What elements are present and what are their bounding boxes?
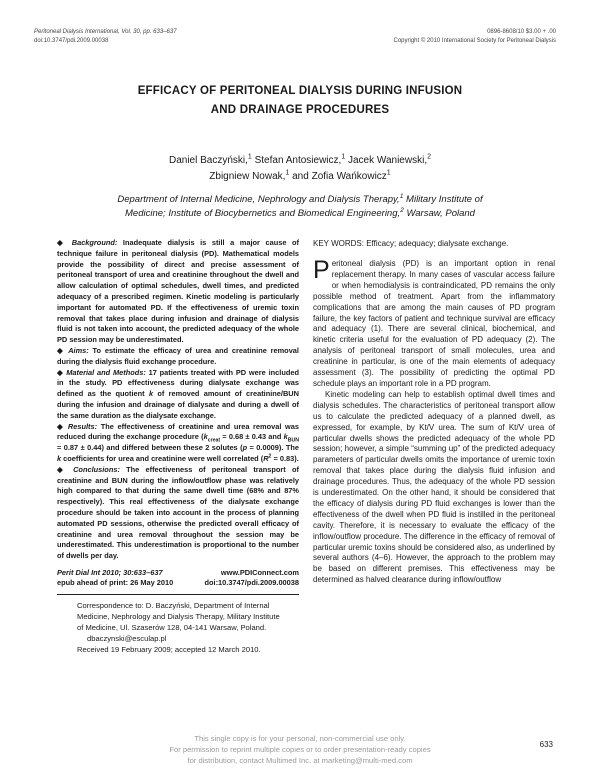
keywords: KEY WORDS: Efficacy; adequacy; dialysate exchange. [313, 239, 509, 248]
left-column [57, 238, 299, 655]
author-3: Jacek Waniewski, [345, 155, 428, 166]
k-creat-subscript: creat [207, 437, 221, 444]
author-3-affil: 2 [427, 153, 431, 161]
epub-date: epub ahead of print: 26 May 2010 [57, 578, 174, 588]
abstract-background: ◆ Background: Inadequate dialysis is still a major cause of technique failure in peritoneal dialysis (PD). Mathematical models provide the possibility of direct and precise assessment of peritoneal transport of urea and creatinine throughout the dwell and allow calculation of optimal schedules, dwell times, and predicted adequacy of a prescribed regimen. Kinetic modeling is particularly important for automated PD. If the effectiveness of uremic toxin removal that takes place during infusion and drainage of dialysis fluid is not taken into account, the predicted adequacy of the whole PD session may be underestimated. [57, 238, 299, 345]
results-text-6: = 0.83). [271, 453, 299, 463]
body-paragraph-1 [313, 256, 555, 390]
correspondence [57, 601, 299, 655]
r-squared-exponent: 2 [268, 453, 272, 460]
correspondence-line-2: Medicine, Nephrology and Dialysis Therapy, Military Institute [77, 612, 280, 622]
affiliation-2-marker: 2 [400, 206, 404, 214]
abstract-results: ◆ Results: The effectiveness of creatinine and urea removal was reduced during the exchange procedure ($k_{creat} = 0.68 \pm 0.43$ and $k_{BUN} = 0.87 \pm 0.44$) and differed between these 2 solutes (p = 0.0009). The k coefficients for urea and creatinine were well correlated $(R^2 = 0.83)$. [57, 421, 299, 463]
author-2: Stefan Antosiewicz, [251, 155, 342, 166]
page-number: 633 [539, 740, 553, 749]
received-date: Received 19 February 2009; accepted 12 March 2010. [77, 644, 261, 654]
citation-line-1 [57, 568, 299, 578]
results-text-4: = 0.0009). The [247, 443, 299, 453]
affiliation-1-marker: 1 [399, 192, 404, 200]
r-symbol: R [263, 453, 269, 463]
citation-doi: doi:10.3747/pdi.2009.00038 [204, 578, 299, 588]
author-list [60, 153, 540, 185]
methods-label: Material and Methods: [66, 367, 146, 377]
p-symbol: p [242, 443, 248, 453]
footer-line-1: This single copy is for your personal, non-commercial use only. [194, 734, 406, 743]
affiliation-2-text: Medicine; Institute of Biocybernetics and Biomedical Engineering, [125, 208, 401, 219]
correspondence-email[interactable]: dbaczynski@esculap.pl [87, 633, 167, 643]
article-title [60, 82, 540, 120]
results-label: Results: [67, 421, 98, 431]
affiliations [60, 193, 540, 221]
results-text-1: The effectiveness of creatinine and urea removal was reduced during the exchange procedure ( [57, 421, 299, 442]
title-line-2: AND DRAINAGE PROCEDURES [210, 104, 390, 116]
conclusions-label: Conclusions: [73, 464, 120, 474]
running-header-right [393, 28, 556, 46]
copyright-notice: Copyright © 2010 International Society for Peritoneal Dialysis [393, 38, 556, 44]
author-4: Zbigniew Nowak, [209, 171, 286, 182]
abstract-conclusions: ◆ Conclusions: The effectiveness of peritoneal transport of creatinine and BUN during the inflow/outflow phase was relatively high compared to that during the same dwell time (68% and 87% respectively). This real effectiveness of the dialysate exchange procedure should be taken into account in the process of planning automated PD sessions, otherwise the predicted overall efficacy of creatinine and urea removal throughout the session may be underestimated. This underestimation is proportional to the number of dwells per day. [57, 464, 299, 561]
results-text-3: = 0.87 ± 0.44) and differed between these 2 solutes ( [57, 443, 243, 453]
journal-website-link[interactable]: www.PDIConnect.com [220, 567, 299, 577]
author-1: Daniel Baczyński, [168, 155, 248, 166]
author-4-affil: 1 [285, 169, 290, 177]
journal-citation-header: Peritoneal Dialysis International, Vol. 30, pp. 633–637 [34, 29, 177, 35]
aims-text: To estimate the efficacy of urea and creatinine removal during the dialysis fluid exchange procedure. [57, 345, 299, 366]
issn-price: 0896-8608/10 $3.00 + .00 [487, 29, 556, 35]
affiliation-1-text: Department of Internal Medicine, Nephrology and Dialysis Therapy, [117, 194, 400, 205]
copyright-footer [60, 733, 540, 766]
abstract-aims: ◆ Aims: To estimate the efficacy of urea and creatinine removal during the dialysis fluid exchange procedure. [57, 345, 299, 366]
body-paragraph-1-text: eritoneal dialysis (PD) is an important option in renal replacement therapy. In many cases of vascular access failure or when hemodialysis is contraindicated, PD remains the only possible method of treatment. Apart from the inflammatory complications that are among the main causes of PD program failure, the key factors of patient and technique survival are efficacy and adequacy (1). There are several clinical, biochemical, and kinetic criteria useful for the evaluation of PD adequacy (2). The analysis of peritoneal transport of small molecules, urea and creatinine in particular, is one of the main elements of adequacy assessment (3). The possibility of predicting the optimal PD schedule plays an important role in a PD program. [313, 259, 555, 388]
results-text-2: = 0.68 ± 0.43 and [220, 432, 284, 442]
right-column [313, 238, 555, 586]
divider [57, 594, 299, 595]
author-1-affil: 1 [247, 153, 252, 161]
conclusions-text: The effectiveness of peritoneal transport of creatinine and BUN during the inflow/outflow phase was relatively high compared to that during the same dwell time (68% and 87% respectively). This real effectiveness of the dialysate exchange procedure should be taken into account in the process of planning automated PD sessions, otherwise the predicted overall efficacy of creatinine and urea removal throughout the session may be underestimated. This underestimation is proportional to the number of dwells per day. [57, 464, 299, 561]
doi-header: doi:10.3747/pdi.2009.00038 [34, 38, 109, 44]
citation-line-2 [57, 578, 299, 588]
k-symbol: k [57, 453, 62, 463]
affiliation-2-cont: Warsaw, Poland [403, 208, 475, 219]
abstract-methods: ◆ Material and Methods: 17 patients treated with PD were included in the study. PD effectiveness during dialysate exchange was defined as the quotient k of removed amount of creatinine/BUN during the infusion and drainage of dialysate and during a dwell of the same duration as the dialysate exchange. [57, 367, 299, 420]
title-line-1: EFFICACY OF PERITONEAL DIALYSIS DURING INFUSION [137, 85, 463, 97]
methods-text-2: of removed amount of creatinine/BUN during the infusion and drainage of dialysate and during a dwell of the same duration as the dialysate exchange. [57, 389, 299, 420]
body-paragraph-2: Kinetic modeling can help to establish optimal dwell times and dialysis schedules. The characteristics of peritoneal transport allow us to calculate the predicted adequacy of a planned dwell, as expressed, for example, by Kt/V urea. The sum of Kt/V urea of particular dwells shows the predicted adequacy of the whole PD session; however, a simple “summing up” of the predicted adequacy parameters of particular dwells omits the importance of uremic toxin removal that takes place during the dialysis fluid infusion and drainage procedures. Thus, the adequacy of the whole PD session is underestimated. On the other hand, it should be considered that the efficacy of dialysis during PD fluid exchanges is lower than the effectiveness of the dwell when PD fluid is instilled in the peritoneal cavity. Therefore, it is necessary to evaluate the efficacy of the inflow/outflow procedure. The difference in the efficacy of removal of particular uremic toxins should be considered also, as underlined by several authors (4–6). However, the approach to the problem may be based on different premises. This effectiveness may be determined as halved clearance during inflow/outflow [313, 389, 555, 585]
footer-line-2: For permission to reprint multiple copies or to order presentation-ready copies [169, 745, 431, 754]
running-header-left [34, 28, 177, 46]
background-text: Inadequate dialysis is still a major cause of technique failure in peritoneal dialysis (PD). Mathematical models provide the possibility of direct and precise assessment of peritoneal transport of urea and creatinine throughout the dwell and allow calculation of optimal schedules, dwell times, and predicted adequacy of a prescribed regimen. Kinetic modeling is particularly important for automated PD. If the effectiveness of uremic toxin removal that takes place during infusion and drainage of dialysis fluid is not taken into account, the predicted adequacy of the whole PD session may be underestimated. [57, 238, 299, 345]
background-label: Background: [71, 238, 118, 247]
correspondence-line-1: Correspondence to: D. Baczyński, Department of Internal [77, 601, 270, 611]
methods-text-1: 17 patients treated with PD were included in the study. PD effectiveness during dialysate exchange was defined as the quotient [57, 367, 299, 399]
author-5-affil: 1 [386, 169, 391, 177]
footer-line-3: for distribution, contact Multimed Inc. at marketing@multi-med.com [187, 756, 413, 765]
article-body [313, 256, 555, 586]
k-bun-subscript: BUN [287, 437, 299, 444]
k-creat-symbol: k [203, 432, 208, 442]
k-bun-symbol: k [283, 432, 288, 442]
abstract [57, 238, 299, 562]
aims-label: Aims: [68, 345, 89, 355]
citation-journal: Perit Dial Int 2010; 30:633–637 [57, 567, 163, 577]
author-5: and Zofia Wańkowicz [289, 171, 387, 182]
correspondence-line-3: of Medicine, Ul. Szaserów 128, 04-141 Warsaw, Poland. [77, 622, 267, 632]
results-text-5: coefficients for urea and creatinine were well correlated ( [61, 453, 264, 463]
methods-k-symbol: k [148, 389, 154, 399]
affiliation-1-cont: Military Institute of [403, 194, 483, 205]
drop-cap: P [313, 256, 330, 284]
author-2-affil: 1 [341, 153, 346, 161]
